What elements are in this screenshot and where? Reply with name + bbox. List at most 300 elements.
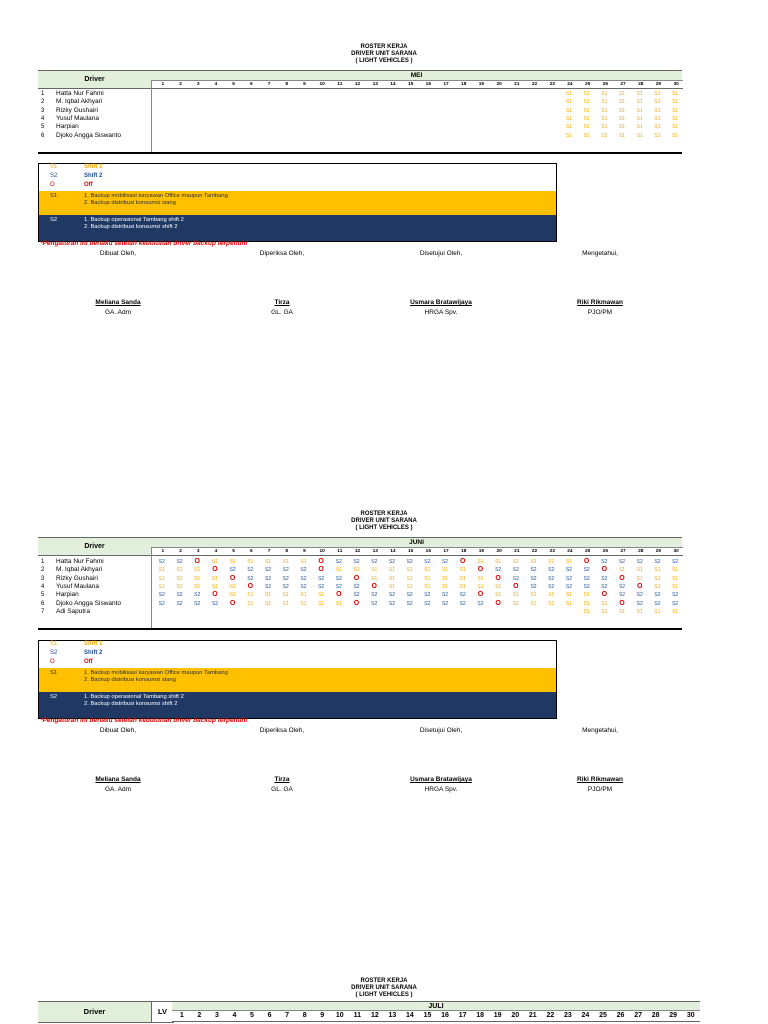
shift-cell: S2 bbox=[388, 592, 395, 599]
sign-name: Usmara Bratawijaya bbox=[410, 776, 472, 783]
day-number: 20 bbox=[511, 1012, 520, 1019]
shift-cell: O bbox=[477, 591, 484, 599]
shift-cell: S2 bbox=[601, 559, 608, 565]
row-number: 6 bbox=[41, 132, 45, 139]
sign-role: GA. Adm bbox=[104, 786, 131, 793]
day-number: 23 bbox=[563, 1012, 572, 1019]
shift-cell: O bbox=[513, 582, 519, 590]
shift-cell: S2 bbox=[636, 592, 643, 599]
shift-cell: S1 bbox=[371, 567, 378, 574]
shift-cell: S1 bbox=[583, 91, 590, 97]
day-number: 12 bbox=[354, 549, 361, 554]
shift-cell: S1 bbox=[583, 99, 590, 106]
shift-cell: S1 bbox=[565, 132, 572, 139]
shift-cell: S2 bbox=[247, 567, 254, 574]
shift-cell: O bbox=[583, 558, 590, 565]
shift-cell: S2 bbox=[282, 583, 289, 590]
shift-cell: O bbox=[247, 582, 254, 590]
day-number: 20 bbox=[496, 82, 502, 87]
driver-name: Hatta Nur Fahmi bbox=[56, 90, 104, 97]
driver-header-juli: Driver bbox=[38, 1001, 151, 1023]
shift-cell: S2 bbox=[176, 600, 183, 607]
legend-row-s2 bbox=[39, 650, 556, 657]
day-number: 13 bbox=[372, 549, 378, 554]
shift-cell: S1 bbox=[565, 592, 572, 599]
shift-cell: S2 bbox=[672, 559, 679, 565]
roster-title-juli: ROSTER KERJA bbox=[360, 978, 408, 984]
shift-cell: S2 bbox=[388, 559, 395, 565]
day-number: 29 bbox=[669, 1012, 678, 1019]
shift-cell: S2 bbox=[601, 575, 608, 582]
shift-cell: S1 bbox=[583, 608, 590, 615]
driver-row bbox=[38, 583, 682, 591]
shift-cell: S1 bbox=[654, 124, 661, 131]
shift-cell: S1 bbox=[636, 99, 643, 106]
driver-header: Driver bbox=[38, 537, 151, 556]
day-number: 10 bbox=[335, 1012, 344, 1019]
legend-code: S2 bbox=[50, 650, 58, 656]
sign-label-checked: Diperiksa Oleh, bbox=[259, 727, 305, 734]
sign-label-approved: Disetujui Oleh, bbox=[419, 250, 463, 257]
shift-cell: S1 bbox=[176, 583, 183, 590]
shift-cell: S2 bbox=[158, 600, 165, 607]
shift-cell: S2 bbox=[353, 592, 360, 599]
driver-name: Yusuf Maulana bbox=[56, 114, 100, 122]
day-number: 21 bbox=[514, 82, 520, 87]
shift-cell: O bbox=[353, 574, 360, 582]
roster-subtitle-2: ( LIGHT VEHICLES ) bbox=[355, 525, 413, 531]
shift-cell: O bbox=[495, 599, 501, 607]
shift-cell: S1 bbox=[459, 583, 466, 590]
day-number: 9 bbox=[320, 1012, 325, 1019]
shift-cell: S1 bbox=[618, 124, 626, 131]
shift-cell: S1 bbox=[335, 600, 342, 607]
shift-cell: S1 bbox=[282, 592, 289, 599]
shift-cell: O bbox=[495, 574, 501, 582]
day-number: 20 bbox=[496, 549, 502, 554]
roster-title: ROSTER KERJA bbox=[360, 44, 408, 50]
shift-cell: S1 bbox=[388, 567, 395, 574]
day-number: 8 bbox=[285, 82, 289, 87]
shift-cell: S2 bbox=[530, 583, 537, 590]
day-number: 25 bbox=[584, 549, 591, 554]
shift-cell: S2 bbox=[176, 559, 183, 565]
shift-cell: O bbox=[229, 574, 236, 582]
shift-cell: S1 bbox=[636, 608, 643, 615]
shift-cell: O bbox=[619, 574, 625, 582]
shift-cell: S2 bbox=[424, 600, 431, 607]
shift-cell: S1 bbox=[548, 592, 555, 599]
shift-cell: S2 bbox=[424, 592, 431, 599]
driver-row bbox=[38, 566, 682, 574]
shift-cell: S1 bbox=[495, 559, 502, 565]
shift-cell: S2 bbox=[583, 583, 590, 590]
shift-cell: S1 bbox=[194, 567, 201, 574]
day-number: 3 bbox=[214, 1012, 219, 1019]
shift-cell: S1 bbox=[264, 559, 272, 565]
sign-name: Meliana Sanda bbox=[95, 776, 141, 783]
sign-name: Tirza bbox=[274, 776, 290, 783]
day-number: 9 bbox=[303, 549, 306, 554]
shift-cell: S2 bbox=[583, 567, 590, 574]
shift-cell: S1 bbox=[264, 592, 272, 599]
day-number: 29 bbox=[655, 82, 662, 87]
row-number: 6 bbox=[41, 600, 45, 607]
day-number: 15 bbox=[407, 549, 414, 554]
day-number: 24 bbox=[567, 82, 573, 87]
shift-cell: S1 bbox=[601, 600, 608, 607]
shift-cell: S1 bbox=[158, 575, 165, 582]
shift-cell: O bbox=[212, 591, 218, 599]
shift-cell: S2 bbox=[565, 583, 572, 590]
shift-cell: S2 bbox=[565, 575, 572, 582]
shift-cell: S1 bbox=[282, 559, 289, 565]
shift-cell: S1 bbox=[406, 575, 413, 582]
shift-cell: S1 bbox=[601, 608, 608, 615]
shift-cell: S1 bbox=[441, 583, 449, 590]
day-number: 1 bbox=[161, 82, 165, 87]
day-number: 27 bbox=[620, 82, 626, 87]
shift-cell: S1 bbox=[194, 583, 201, 590]
shift-cell: S1 bbox=[335, 567, 342, 574]
sign-role: GL. GA bbox=[271, 786, 293, 793]
shift-cell: S1 bbox=[194, 575, 201, 582]
shift-cell: S1 bbox=[618, 608, 626, 615]
shift-cell: S1 bbox=[636, 132, 643, 139]
day-number: 24 bbox=[567, 549, 573, 554]
shift-cell: S1 bbox=[282, 600, 289, 607]
band-code: S1 bbox=[50, 193, 58, 199]
legend-code: O bbox=[50, 659, 55, 665]
driver-name: M. Iqbal Akhyari bbox=[56, 566, 103, 574]
shift-cell: S1 bbox=[318, 600, 325, 607]
roster-table bbox=[38, 537, 682, 631]
shift-cell: S1 bbox=[247, 600, 254, 607]
sign-label-known: Mengetahui, bbox=[582, 727, 618, 734]
shift-cell: S2 bbox=[335, 575, 342, 582]
driver-header: Driver bbox=[38, 70, 151, 89]
shift-cell: S2 bbox=[512, 575, 519, 582]
shift-cell: S2 bbox=[459, 592, 466, 599]
shift-cell: S1 bbox=[654, 99, 661, 106]
day-number: 14 bbox=[390, 549, 396, 554]
shift-cell: S1 bbox=[672, 583, 679, 590]
legend-row-off bbox=[39, 659, 556, 666]
shift-cell: S2 bbox=[530, 567, 537, 574]
shift-cell: S2 bbox=[353, 583, 360, 590]
shift-cell: S1 bbox=[601, 115, 608, 122]
driver-name: Rizky Gushairi bbox=[56, 574, 98, 582]
shift-cell: S2 bbox=[654, 592, 661, 599]
shift-cell: O bbox=[318, 566, 324, 574]
roster-subtitle: DRIVER UNIT SARANA bbox=[351, 51, 417, 57]
day-number: 18 bbox=[461, 549, 467, 554]
row-number: 1 bbox=[41, 91, 45, 97]
shift-cell: S1 bbox=[583, 600, 590, 607]
sign-name: Usmara Bratawijaya bbox=[410, 299, 472, 306]
shift-cell: S1 bbox=[158, 583, 165, 590]
legend-label: Shift 2 bbox=[84, 650, 103, 656]
legend-label: Shift 2 bbox=[84, 173, 103, 179]
day-number: 10 bbox=[319, 549, 325, 554]
shift-cell: S1 bbox=[424, 567, 431, 574]
sign-label-checked: Diperiksa Oleh, bbox=[259, 250, 305, 257]
legend-label: Off bbox=[84, 182, 93, 188]
shift-cell: S2 bbox=[512, 567, 519, 574]
day-number: 2 bbox=[197, 1012, 202, 1019]
day-number: 1 bbox=[161, 549, 165, 554]
shift-cell: S1 bbox=[636, 124, 643, 131]
shift-cell: S1 bbox=[672, 91, 679, 97]
shift-cell: S1 bbox=[388, 575, 395, 582]
day-number: 19 bbox=[478, 82, 485, 87]
shift-cell: S2 bbox=[441, 600, 449, 607]
shift-cell: S1 bbox=[636, 91, 643, 97]
shift-cell: S2 bbox=[672, 600, 679, 607]
row-number: 3 bbox=[41, 575, 45, 582]
legend-code: O bbox=[50, 182, 55, 188]
shift-cell: S1 bbox=[459, 567, 466, 574]
shift-cell: S1 bbox=[618, 115, 626, 122]
shift-cell: S1 bbox=[176, 575, 183, 582]
day-number: 14 bbox=[390, 82, 396, 87]
day-number: 6 bbox=[250, 82, 253, 87]
shift-cell: S2 bbox=[618, 583, 626, 590]
sign-label-approved: Disetujui Oleh, bbox=[419, 727, 463, 734]
day-number: 2 bbox=[179, 82, 182, 87]
month-header-juli: JULI bbox=[172, 1001, 700, 1011]
day-number: 30 bbox=[686, 1012, 695, 1019]
shift-cell: S2 bbox=[441, 559, 449, 565]
backup-note: *Pengaturan ini berlaku setelah kebutuhan driver backup terpenuhi bbox=[40, 717, 248, 724]
shift-cell: S2 bbox=[654, 559, 661, 565]
days-header bbox=[151, 547, 683, 556]
day-number: 3 bbox=[196, 82, 200, 87]
shift-cell: S2 bbox=[194, 592, 201, 599]
day-number: 26 bbox=[602, 549, 609, 554]
shift-cell: S1 bbox=[565, 91, 572, 97]
shift-cell: S2 bbox=[406, 559, 413, 565]
sign-label-known: Mengetahui, bbox=[582, 250, 618, 257]
legend-label: Shift 1 bbox=[84, 641, 103, 647]
shift-cell: S1 bbox=[583, 107, 590, 114]
shift-cell: S2 bbox=[672, 592, 679, 599]
shift-cell: S1 bbox=[158, 567, 165, 574]
day-number: 23 bbox=[549, 82, 555, 87]
shift-cell: S1 bbox=[654, 608, 661, 615]
shift-cell: S1 bbox=[672, 575, 679, 582]
day-number: 12 bbox=[370, 1012, 379, 1019]
shift-cell: S1 bbox=[229, 583, 236, 590]
lv-header-juli: LV bbox=[151, 1001, 174, 1023]
shift-cell: S1 bbox=[247, 559, 254, 565]
day-number: 5 bbox=[232, 82, 235, 87]
day-number: 5 bbox=[232, 549, 235, 554]
day-number: 11 bbox=[337, 82, 343, 87]
shift-cell: S2 bbox=[601, 583, 608, 590]
shift-cell: S1 bbox=[636, 567, 643, 574]
row-number: 5 bbox=[41, 124, 45, 131]
day-number: 14 bbox=[406, 1012, 414, 1019]
shift-cell: S1 bbox=[565, 99, 572, 106]
day-number: 24 bbox=[581, 1012, 590, 1019]
legend-code: S2 bbox=[50, 173, 58, 179]
shift-cell: S2 bbox=[530, 575, 537, 582]
shift-cell: S1 bbox=[477, 583, 484, 590]
shift-cell: S1 bbox=[300, 592, 307, 599]
day-number: 25 bbox=[584, 82, 591, 87]
day-number: 30 bbox=[673, 549, 679, 554]
shift-cell: S1 bbox=[406, 583, 413, 590]
shift-cell: S1 bbox=[672, 567, 679, 574]
shift-cell: S1 bbox=[618, 107, 626, 114]
band-text: 1. Backup mobilisasi karyawan Office maupun Tambang 2. Backup distribusi konsumsi siang bbox=[84, 193, 228, 206]
days-header-juli bbox=[172, 1010, 700, 1022]
day-number: 19 bbox=[493, 1012, 502, 1019]
shift-cell: S1 bbox=[654, 575, 661, 582]
shift-cell: O bbox=[336, 591, 342, 599]
shift-cell: S1 bbox=[601, 124, 608, 131]
day-number: 15 bbox=[407, 82, 414, 87]
shift-cell: S1 bbox=[583, 132, 590, 139]
legend-code: S1 bbox=[50, 641, 58, 647]
shift-cell: S1 bbox=[211, 559, 218, 565]
shift-cell: S1 bbox=[583, 592, 590, 599]
shift-cell: S1 bbox=[495, 592, 502, 599]
sign-role: PJO/PM bbox=[587, 309, 613, 316]
day-number: 3 bbox=[196, 549, 200, 554]
sign-label-made: Dibuat Oleh, bbox=[99, 250, 137, 257]
shift-cell: S1 bbox=[601, 132, 608, 139]
shift-cell: S2 bbox=[388, 600, 395, 607]
shift-cell: O bbox=[212, 566, 218, 574]
day-number: 4 bbox=[214, 549, 218, 554]
day-number: 17 bbox=[458, 1012, 467, 1019]
shift-cell: S1 bbox=[672, 115, 679, 122]
day-number: 7 bbox=[285, 1012, 290, 1019]
shift-cell: S1 bbox=[636, 115, 643, 122]
shift-cell: S1 bbox=[229, 592, 236, 599]
day-number: 13 bbox=[372, 82, 378, 87]
shift-cell: S1 bbox=[477, 575, 484, 582]
driver-row bbox=[38, 600, 682, 608]
shift-cell: S1 bbox=[548, 559, 555, 565]
month-header: MEI bbox=[151, 70, 682, 80]
shift-cell: S2 bbox=[158, 592, 165, 599]
shift-cell: S2 bbox=[211, 600, 218, 607]
driver-name: Adi Saputra bbox=[56, 607, 90, 615]
shift-cell: S2 bbox=[406, 600, 413, 607]
shift-cell: S2 bbox=[618, 559, 626, 565]
shift-cell: S1 bbox=[353, 567, 360, 574]
roster-subtitle-2-juli: ( LIGHT VEHICLES ) bbox=[355, 992, 413, 998]
shift-cell: S2 bbox=[495, 567, 502, 574]
day-number: 11 bbox=[337, 549, 343, 554]
shift-cell: S2 bbox=[459, 600, 466, 607]
shift-cell: S1 bbox=[618, 99, 626, 106]
band-code: S2 bbox=[50, 694, 58, 700]
shift-cell: S1 bbox=[565, 115, 572, 122]
driver-name: Harpian bbox=[56, 123, 79, 131]
driver-name: M. Iqbal Akhyari bbox=[56, 98, 103, 106]
shift-cell: S2 bbox=[264, 567, 272, 574]
shift-cell: S1 bbox=[618, 91, 626, 97]
day-number: 7 bbox=[267, 549, 271, 554]
row-number: 4 bbox=[41, 583, 45, 590]
shift-cell: S2 bbox=[176, 592, 183, 599]
shift-cell: S1 bbox=[459, 575, 466, 582]
sign-name: Riki Rikmawan bbox=[577, 776, 623, 783]
shift-cell: S1 bbox=[512, 592, 519, 599]
roster-title: ROSTER KERJA bbox=[360, 511, 408, 517]
sign-role: GA. Adm bbox=[104, 309, 131, 316]
month-header: JUNI bbox=[151, 537, 682, 547]
shift-cell: S1 bbox=[654, 91, 661, 97]
roster-subtitle-2: ( LIGHT VEHICLES ) bbox=[355, 58, 413, 64]
shift-cell: S1 bbox=[300, 600, 307, 607]
shift-cell: S2 bbox=[335, 559, 342, 565]
day-number: 18 bbox=[476, 1012, 485, 1019]
row-number: 3 bbox=[41, 107, 45, 114]
roster-subtitle-juli: DRIVER UNIT SARANA bbox=[351, 985, 417, 991]
day-number: 10 bbox=[319, 82, 325, 87]
day-number: 26 bbox=[616, 1012, 625, 1019]
shift-cell: S2 bbox=[282, 567, 289, 574]
shift-cell: S1 bbox=[654, 583, 661, 590]
driver-row bbox=[38, 591, 682, 599]
sign-name: Meliana Sanda bbox=[95, 299, 141, 306]
shift-cell: S1 bbox=[636, 575, 643, 582]
legend-band-s1 bbox=[39, 668, 556, 692]
day-number: 21 bbox=[514, 549, 520, 554]
shift-cell: S2 bbox=[424, 559, 431, 565]
shift-cell: S1 bbox=[654, 107, 661, 114]
day-number: 18 bbox=[461, 82, 467, 87]
day-number: 6 bbox=[250, 549, 253, 554]
day-number: 21 bbox=[528, 1012, 537, 1019]
legend-label: Shift 1 bbox=[84, 164, 103, 170]
legend-code: S1 bbox=[50, 164, 58, 170]
shift-cell: S1 bbox=[601, 91, 608, 97]
shift-cell: S1 bbox=[672, 107, 679, 114]
shift-cell: S1 bbox=[565, 107, 572, 114]
sign-role: GL. GA bbox=[271, 309, 293, 316]
shift-cell: S2 bbox=[300, 583, 307, 590]
row-number: 2 bbox=[41, 567, 45, 574]
day-number: 22 bbox=[531, 82, 538, 87]
shift-cell: S2 bbox=[654, 600, 661, 607]
driver-name: Djoko Angga Siswanto bbox=[56, 599, 122, 607]
legend-band-s2 bbox=[39, 692, 556, 718]
shift-cell: S1 bbox=[565, 600, 572, 607]
day-number: 15 bbox=[423, 1012, 432, 1019]
day-number: 9 bbox=[303, 82, 306, 87]
shift-cell: S1 bbox=[601, 107, 608, 114]
shift-cell: S1 bbox=[264, 600, 272, 607]
shift-cell: O bbox=[477, 566, 484, 574]
shift-cell: S2 bbox=[300, 575, 307, 582]
band-code: S1 bbox=[50, 670, 58, 676]
shift-cell: S1 bbox=[548, 600, 555, 607]
day-number: 22 bbox=[546, 1012, 555, 1019]
day-number: 8 bbox=[285, 549, 289, 554]
shift-cell: S1 bbox=[654, 115, 661, 122]
day-number: 29 bbox=[655, 549, 662, 554]
legend-row-s1 bbox=[39, 641, 556, 648]
shift-cell: S2 bbox=[282, 575, 289, 582]
sign-role: HRGA Spv. bbox=[424, 786, 458, 793]
driver-name: Rizky Gushairi bbox=[56, 106, 98, 114]
